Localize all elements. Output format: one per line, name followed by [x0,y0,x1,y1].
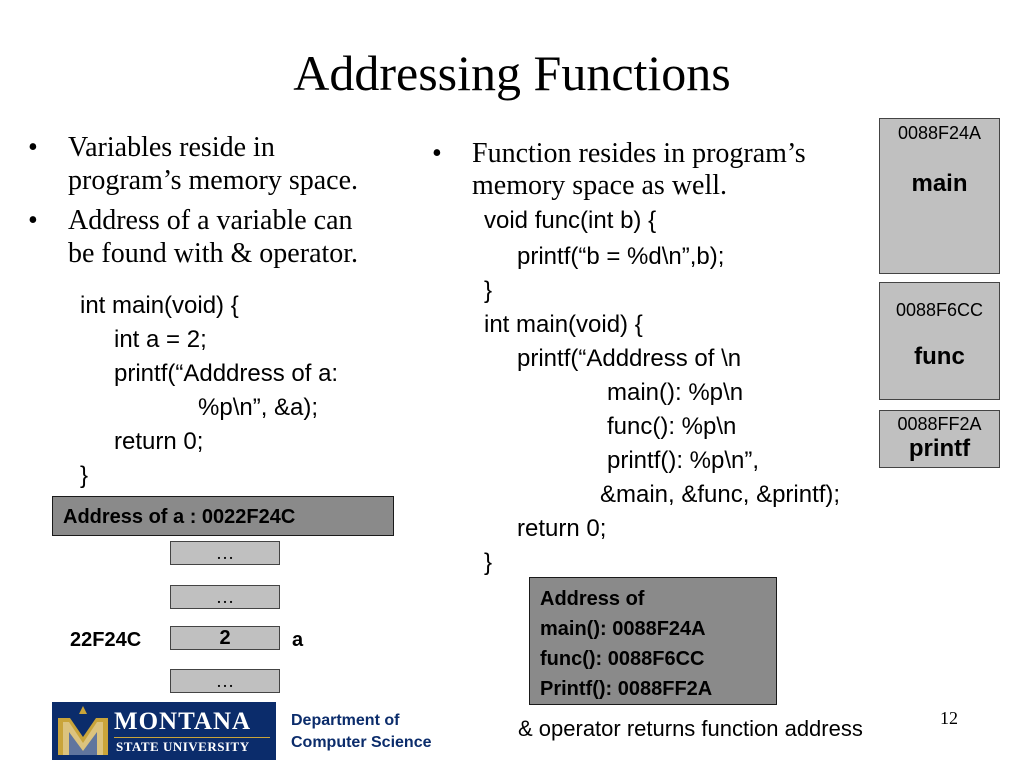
bullet-line: program’s memory space. [68,165,359,196]
code-line: int main(void) { [484,311,643,338]
code-line: main(): %p\n [607,379,744,406]
code-line: } [80,462,89,489]
bullet-dot: • [28,205,38,236]
code-line: return 0; [517,515,607,542]
code-line: } [484,549,493,576]
memory-block-name: main [911,170,968,197]
bullet-line: Address of a variable can [68,205,353,236]
code-line: int main(void) { [80,292,239,319]
memory-block-name: printf [908,435,971,462]
bullet-line: be found with & operator. [68,238,359,269]
code-line: printf(“b = %d\n”,b); [517,243,725,270]
logo-dept-line1: Department of [291,712,400,729]
code-line: &main, &func, &printf); [600,481,841,508]
memory-cell: … [170,541,280,565]
logo-dept-line2: Computer Science [291,734,432,751]
memory-block-address: 0088F24A [897,123,982,143]
memory-cell: … [170,669,280,693]
output-line: Address of [540,588,645,610]
code-line: %p\n”, &a); [198,394,319,421]
bullet-line: Variables reside in [68,132,275,163]
code-line: return 0; [114,428,204,455]
bullet-address-of-variable [28,205,428,269]
code-line: void func(int b) { [484,207,657,234]
code-line: func(): %p\n [607,413,737,440]
bullet-line: memory space as well. [472,170,728,201]
bullet-line: Function resides in program’s [472,138,806,169]
memory-address-label: 22F24C [70,629,142,651]
bullet-dot: • [28,132,38,163]
page-number: 12 [940,708,958,728]
code-line: int a = 2; [114,326,207,353]
memory-block-main [879,118,1000,274]
bullet-function-resides [432,138,882,202]
slide-title: Addressing Functions [293,45,731,101]
montana-m-icon [56,705,110,757]
memory-block-printf [879,410,1000,468]
memory-variable-label: a [292,629,304,651]
memory-block-name: func [914,343,965,370]
bullet-dot: • [432,138,442,169]
logo-name-line2: STATE UNIVERSITY [116,739,250,754]
variable-output-box [52,496,394,536]
code-line: printf(): %p\n”, [607,447,760,474]
code-line: printf(“Adddress of \n [517,345,742,372]
function-output-text [540,584,712,704]
logo-navy-panel [52,702,276,760]
function-output-box [529,577,777,705]
memory-block-address: 0088F6CC [895,300,984,320]
memory-cell: … [170,585,280,609]
logo-name-line1: MONTANA [114,708,252,735]
bullet-variables-reside [28,132,428,196]
logo-divider [114,737,270,738]
output-line: main(): 0088F24A [540,618,706,640]
memory-cell-value: 2 [170,626,280,650]
memory-block-address: 0088FF2A [897,414,982,434]
caption-text: & operator returns function address [518,716,863,741]
variable-output-text: Address of a : 0022F24C [63,506,296,528]
output-line: func(): 0088F6CC [540,648,705,670]
memory-block-func [879,282,1000,400]
code-line: } [484,277,493,304]
code-line: printf(“Adddress of a: [114,360,339,387]
university-logo [52,702,464,760]
output-line: Printf(): 0088FF2A [540,678,713,700]
